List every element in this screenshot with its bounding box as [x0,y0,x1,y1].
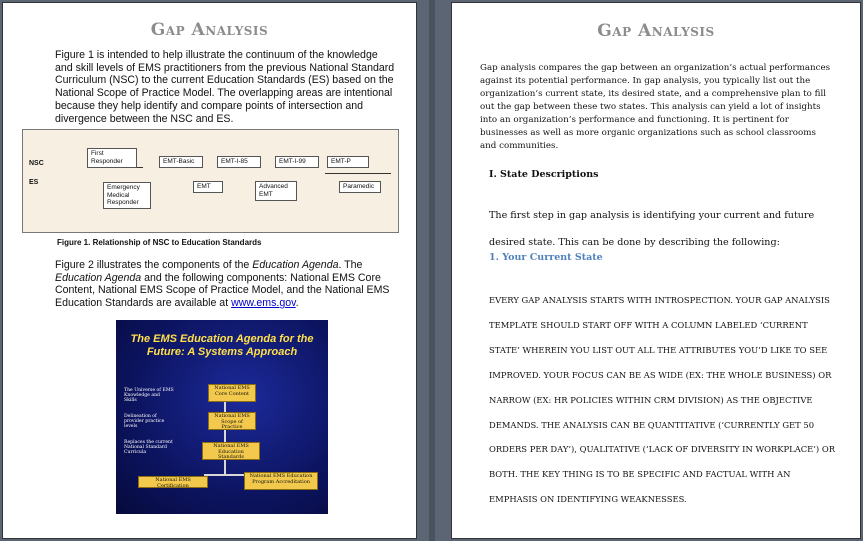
intro-paragraph: Figure 1 is intended to help illustrate the continuum of the knowledge and skill levels of EMS practitioners from the previous National Standard Curriculum (NSC) to the current Education Standards (ES) based on the National Scope of Practice Model. The overlapping areas are intentional because they help identify and compare points of intersection and divergence between the NSC and ES. [55,49,395,125]
ems-gov-link[interactable]: www.ems.gov [231,297,296,310]
section-heading: I. State Descriptions [489,169,599,180]
slide-connector [204,474,248,476]
scope-of-practice-box: National EMS Scope of Practice [208,412,256,430]
text-run: Figure 2 illustrates the components of the [55,259,253,271]
slide-label: The Universe of EMS Knowledge and Skills [124,388,174,404]
nsc-box: EMT-I-99 [275,156,319,168]
gutter-line [429,0,435,541]
nsc-es-figure [22,129,399,233]
certification-box: National EMS Certification [138,476,208,488]
figure2-paragraph [55,259,395,310]
es-box: Paramedic [339,181,381,193]
emphasis-text: Education Agenda [55,271,142,284]
ems-agenda-slide [116,320,328,514]
page-title: Gap Analysis [597,21,715,41]
slide-label: Delineation of provider practice levels [124,414,165,430]
es-box: EMT [193,181,223,193]
figure-caption: Figure 1. Relationship of NSC to Education Standards [57,238,262,247]
current-state-paragraph: EVERY GAP ANALYSIS STARTS WITH INTROSPECTION. YOUR GAP ANALYSIS TEMPLATE SHOULD START OFF WITH A COLUMN LABELED ‘CURRENT STATE’ WHEREIN YOU LIST OUT ALL THE ATTRIBUTES YOU’D LIKE TO SEE IMPROVED. YOUR FOCUS CAN BE AS WIDE (EX: THE WHOLE BUSINESS) OR NARROW (EX: HR POLICIES WITHIN CRM DIVISION) AS THE OBJECTIVE DEMANDS. THE ANALYSIS CAN BE QUANTITATIVE (‘CURRENTLY GET 50 ORDERS PER DAY’), QUALITATIVE (‘LACK OF DIVERSITY IN WORKPLACE’) OR BOTH. THE KEY THING IS TO BE SPECIFIC AND FACTUAL WITH AN EMPHASIS ON IDENTIFYING WEAKNESSES. [489,295,836,505]
text-run: . [295,297,299,310]
es-row-label: ES [29,179,39,186]
slide-label: Replaces the current National Standard Curricula [124,440,173,456]
slide-title: The EMS Education Agenda for the Future: A Systems Approach [130,333,314,358]
program-accreditation-box: National EMS Education Program Accreditation [244,472,318,490]
nsc-box: EMT-P [327,156,369,168]
connector-line [325,173,391,174]
text-run: . The [338,259,363,271]
nsc-box: EMT-Basic [159,156,203,168]
core-content-box: National EMS Core Content [208,384,256,402]
intro-paragraph: Gap analysis compares the gap between an organization’s actual performances against its potential performance. In gap analysis, you typically list out the organization’s current state, its desired state, and a comprehensive plan to fill out the gap between these two states. This analysis can yield a lot of insights into an organization’s performance and functioning. It is pertinent for businesses as well as more organic organizations such as school classrooms and communities. [480,63,831,151]
current-state-subheading: 1. Your Current State [489,252,603,263]
nsc-row-label: NSC [29,160,44,167]
text-run: and the following components: National EMS Core Content, National EMS Scope of Practice Model, and the National EMS Education Standards are available at [55,271,390,310]
state-paragraph: The first step in gap analysis is identifying your current and future desired state. This can be done by describing the following: [489,210,815,248]
right-page [451,2,861,539]
nsc-box: First Responder [87,148,137,168]
nsc-box: EMT-I-85 [217,156,261,168]
es-box: Advanced EMT [255,181,297,201]
page-title: Gap Analysis [150,20,269,40]
left-page [2,2,417,539]
emphasis-text: Education Agenda [252,259,339,271]
es-box: Emergency Medical Responder [103,182,151,209]
education-standards-box: National EMS Education Standards [202,442,260,460]
